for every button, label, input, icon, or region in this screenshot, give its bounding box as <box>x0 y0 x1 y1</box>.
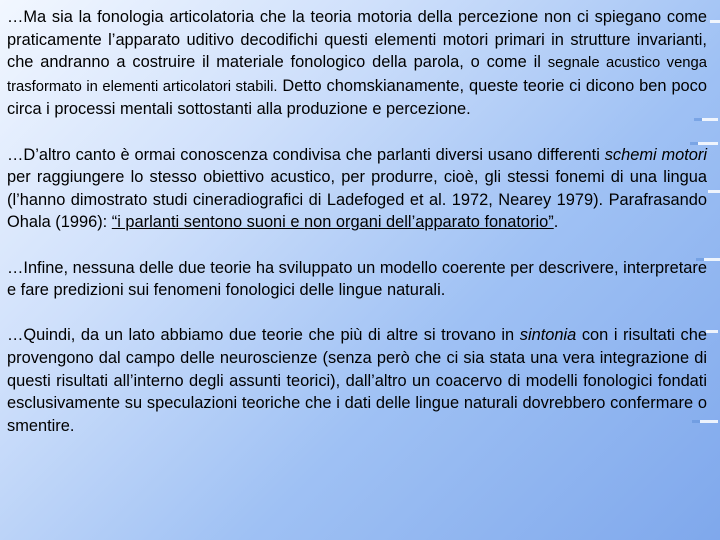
paragraph-1-text-a: …Ma sia la fonologia articolatoria che la teoria motoria della percezione non ci spiegano come praticamente l’apparato uditivo decodifichi questi elementi motori primari in strutture invarianti, che andranno a costruire il materiale fonologico della parola, o come il <box>7 8 707 72</box>
slide-body <box>7 6 707 437</box>
paragraph-2-text-e: . <box>553 213 559 232</box>
paragraph-4-text-c: con i risultati che provengono dal campo delle neuroscienze (senza però che ci sia stata una vera integrazione di questi risultati all’interno degli assunti teorici), dall’altro un coacervo di modelli fonologici fondati esclusivamente su speculazioni teoriche che i dati delle lingue naturali dovrebbero confermare o smentire. <box>7 326 707 435</box>
paragraph-2-quote: “i parlanti sentono suoni e non organi dell’apparato fonatorio” <box>111 213 554 232</box>
paragraph-2 <box>7 144 707 234</box>
paragraph-4-emphasis: sintonia <box>519 326 577 345</box>
paragraph-1 <box>7 6 707 121</box>
paragraph-3-text: …Infine, nessuna delle due teorie ha sviluppato un modello coerente per descrivere, interpretare e fare predizioni sui fenomeni fonologici delle lingue naturali. <box>7 258 707 300</box>
paragraph-3 <box>7 257 707 302</box>
paragraph-4-text-a: …Quindi, da un lato abbiamo due teorie che più di altre si trovano in <box>7 326 520 345</box>
paragraph-2-emphasis: schemi motori <box>604 145 708 164</box>
paragraph-1-text-b: segnale acustico venga trasformato in elementi articolatori stabili. <box>7 55 707 95</box>
paragraph-4 <box>7 324 707 437</box>
paragraph-2-text-c: per raggiungere lo stesso obiettivo acustico, per produrre, cioè, gli stessi fonemi di una lingua (l’hanno dimostrato studi cineradiografici di Ladefoged et al. 1972, Nearey 1979). Parafrasando Ohala (1996): <box>7 168 707 232</box>
paragraph-2-text-a: …D’altro canto è ormai conoscenza condivisa che parlanti diversi usano differenti <box>7 145 605 164</box>
paragraph-1-text-c: Detto chomskianamente, queste teorie ci dicono ben poco circa i processi mentali sottostanti alla produzione e percezione. <box>7 76 707 119</box>
